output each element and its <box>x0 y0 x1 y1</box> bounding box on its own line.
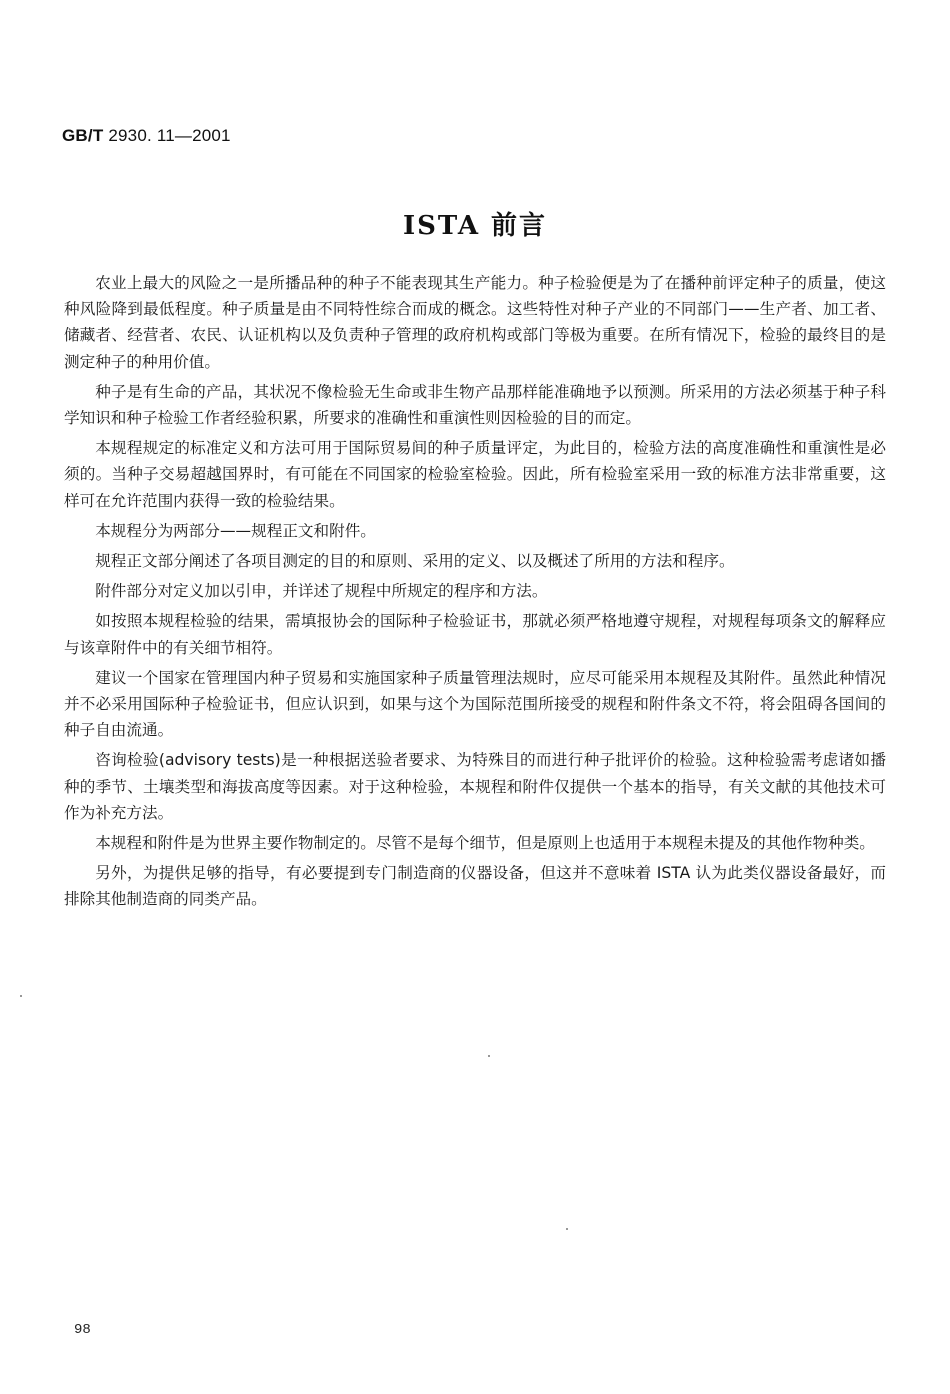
paragraph: 种子是有生命的产品，其状况不像检验无生命或非生物产品那样能准确地予以预测。所采用的方法必须基于种子科学知识和种子检验工作者经验积累，所要求的准确性和重演性则因检验的目的而定。 <box>64 382 886 428</box>
scan-speck <box>566 1228 568 1230</box>
standard-code <box>62 126 231 146</box>
page-title: ISTA 前言 <box>402 211 548 241</box>
paragraph: 规程正文部分阐述了各项目测定的目的和原则、采用的定义、以及概述了所用的方法和程序。 <box>95 552 735 571</box>
scan-speck <box>20 995 22 997</box>
page-number: 98 <box>74 1322 91 1338</box>
standard-prefix: GB/T <box>62 126 104 145</box>
paragraph: 咨询检验(advisory tests)是一种根据送验者要求、为特殊目的而进行种子批评价的检验。这种检验需考虑诸如播种的季节、土壤类型和海拔高度等因素。对于这种检验，本规程和附件仅提供一个基本的指导，有关文献的其他技术可作为补充方法。 <box>64 751 886 822</box>
paragraph: 农业上最大的风险之一是所播品种的种子不能表现其生产能力。种子检验便是为了在播种前评定种子的质量，使这种风险降到最低程度。种子质量是由不同特性综合而成的概念。这些特性对种子产业的不同部门——生产者、加工者、储藏者、经营者、农民、认证机构以及负责种子管理的政府机构或部门等极为重要。在所有情况下，检验的最终目的是测定种子的种用价值。 <box>64 274 886 371</box>
standard-number: 2930. 11—2001 <box>108 126 231 145</box>
paragraph: 本规程分为两部分——规程正文和附件。 <box>95 521 376 540</box>
paragraph: 本规程规定的标准定义和方法可用于国际贸易间的种子质量评定，为此目的，检验方法的高度准确性和重演性是必须的。当种子交易超越国界时，有可能在不同国家的检验室检验。因此，所有检验室采用一致的标准方法非常重要，这样可在允许范围内获得一致的检验结果。 <box>64 439 886 510</box>
paragraph: 本规程和附件是为世界主要作物制定的。尽管不是每个细节，但是原则上也适用于本规程未提及的其他作物种类。 <box>95 834 875 853</box>
body-text <box>64 270 886 917</box>
paragraph: 附件部分对定义加以引申，并详述了规程中所规定的程序和方法。 <box>95 582 548 601</box>
scan-speck <box>488 1055 490 1057</box>
paragraph: 如按照本规程检验的结果，需填报协会的国际种子检验证书，那就必须严格地遵守规程，对规程每项条文的解释应与该章附件中的有关细节相符。 <box>64 612 886 657</box>
paragraph: 另外，为提供足够的指导，有必要提到专门制造商的仪器设备，但这并不意味着 ISTA 认为此类仪器设备最好，而排除其他制造商的同类产品。 <box>64 864 886 909</box>
paragraph: 建议一个国家在管理国内种子贸易和实施国家种子质量管理法规时，应尽可能采用本规程及其附件。虽然此种情况并不必采用国际种子检验证书，但应认识到，如果与这个为国际范围所接受的规程和附件条文不符，将会阻碍各国间的种子自由流通。 <box>64 668 886 740</box>
